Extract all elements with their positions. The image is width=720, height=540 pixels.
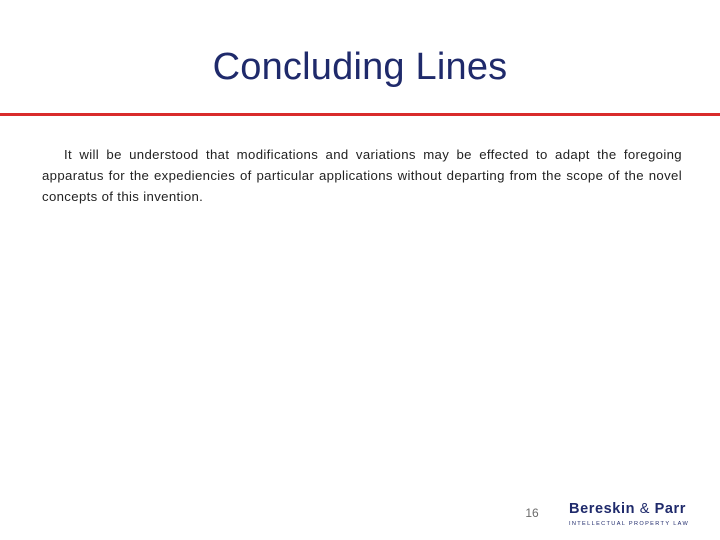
logo-ampersand: &	[639, 501, 650, 517]
logo-tagline: INTELLECTUAL PROPERTY LAW	[569, 521, 690, 527]
body-text: It will be understood that modifications and variations may be effected to adapt the foregoing apparatus for the expediencies of particular applications without departing from the scope of the novel concepts of this invention.	[42, 147, 682, 204]
title-divider	[0, 113, 720, 116]
slide-title: Concluding Lines	[212, 46, 508, 88]
logo-wordmark	[569, 500, 699, 518]
company-logo	[569, 500, 699, 529]
logo-name-part1: Bereskin	[569, 501, 636, 517]
logo-name-part2: Parr	[654, 501, 687, 517]
page-number: 16	[525, 506, 539, 520]
body-paragraph	[42, 144, 682, 207]
